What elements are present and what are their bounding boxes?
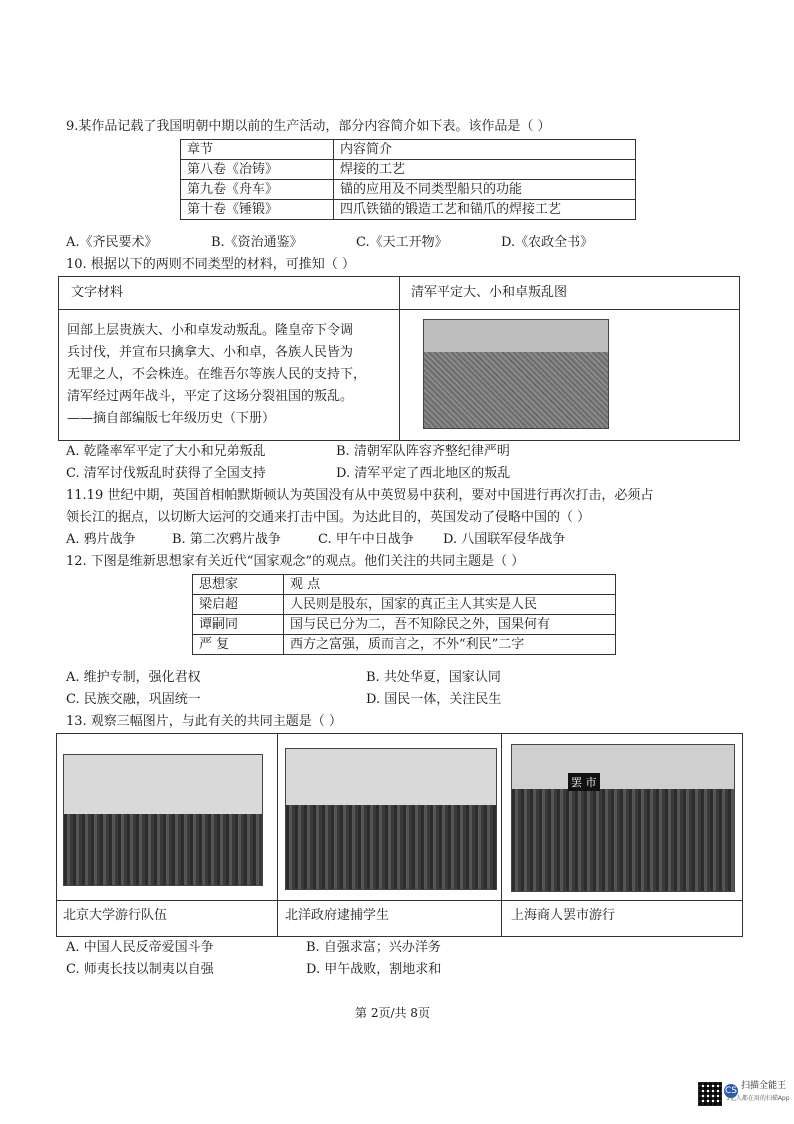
q10-text-line-3: 无罪之人，不会株连。在维吾尔等族人民的支持下， (67, 367, 367, 382)
q10-options-row2 (66, 464, 510, 484)
q12-row2-view: 国与民已分为二，吾不知除民之外，国果何有 (284, 615, 616, 635)
scanner-sub-label: 3亿人都在用的扫描App (726, 1095, 790, 1102)
q10-option-d[interactable]: D. 清军平定了西北地区的叛乱 (336, 466, 511, 481)
q10-options-row1 (66, 442, 510, 462)
q11-option-a[interactable]: A. 鸦片战争 (66, 532, 136, 547)
q12-header-view: 观 点 (284, 575, 616, 595)
q10-battle-painting (423, 319, 609, 429)
q9-table (180, 139, 636, 220)
q11-stem-line-2: 领长江的据点，以切断大运河的交通来打击中国。为达此目的，英国发动了侵略中国的（ ） (66, 510, 591, 525)
q12-row1-thinker: 梁启超 (193, 595, 284, 615)
strike-banner: 罢 市 (568, 773, 600, 791)
q12-header-thinker: 思想家 (193, 575, 284, 595)
scanner-logo-icon: CS (725, 1086, 737, 1096)
q13-options-row1 (66, 938, 441, 958)
q13-stem: 13. 观察三幅图片，与此有关的共同主题是（ ） (66, 714, 342, 729)
q9-stem: 9.某作品记载了我国明朝中期以前的生产活动，部分内容简介如下表。该作品是（ ） (66, 119, 551, 134)
q12-options-row2 (66, 690, 501, 710)
q9-row3-chapter: 第十卷《锤锻》 (181, 200, 334, 220)
q11-stem-line-1: 11.19 世纪中期，英国首相帕默斯顿认为英国没有从中英贸易中获利，要对中国进行再次打击，必须占 (66, 488, 654, 503)
q13-options-row2 (66, 960, 441, 980)
q12-row3-thinker: 严 复 (193, 635, 284, 655)
q9-option-d[interactable]: D.《农政全书》 (501, 235, 594, 250)
q11-option-c[interactable]: C. 甲午中日战争 (318, 532, 414, 547)
q11-option-b[interactable]: B. 第二次鸦片战争 (172, 532, 281, 547)
q12-row3-view: 西方之富强，质而言之，不外“利民”二字 (284, 635, 616, 655)
q9-options (66, 233, 593, 253)
q10-text-header: 文字材料 (71, 285, 124, 300)
q12-option-c[interactable]: C. 民族交融，巩固统一 (66, 692, 201, 707)
q10-text-line-2: 兵讨伐，并宣布只擒拿大、小和卓，各族人民皆为 (67, 345, 354, 360)
q9-row1-chapter: 第八卷《冶铸》 (181, 160, 334, 180)
q9-header-content: 内容简介 (334, 140, 636, 160)
q9-row2-content: 锚的应用及不同类型船只的功能 (334, 180, 636, 200)
q13-option-c[interactable]: C. 师夷长技以制夷以自强 (66, 962, 214, 977)
q9-row1-content: 焊接的工艺 (334, 160, 636, 180)
q12-table (192, 574, 616, 655)
q13-caption-3: 上海商人罢市游行 (511, 908, 616, 923)
q9-option-a[interactable]: A.《齐民要术》 (66, 235, 158, 250)
q9-row2-chapter: 第九卷《舟车》 (181, 180, 334, 200)
q9-header-chapter: 章节 (181, 140, 334, 160)
q10-image-header: 清军平定大、小和卓叛乱图 (411, 285, 568, 300)
q12-option-b[interactable]: B. 共处华夏，国家认同 (366, 670, 501, 685)
page-number: 第 2页/共 8页 (355, 1006, 430, 1020)
q13-caption-2: 北洋政府逮捕学生 (285, 908, 390, 923)
q10-option-b[interactable]: B. 清朝军队阵容齐整纪律严明 (336, 444, 510, 459)
q13-option-a[interactable]: A. 中国人民反帝爱国斗争 (66, 940, 214, 955)
scanner-label: 扫描全能王 (741, 1081, 787, 1091)
q12-options-row1 (66, 668, 501, 688)
q10-text-source: ——摘自部编版七年级历史（下册） (67, 411, 276, 426)
q12-option-d[interactable]: D. 国民一体，关注民生 (366, 692, 502, 707)
q9-option-b[interactable]: B.《资治通鉴》 (211, 235, 303, 250)
q12-row1-view: 人民则是股东，国家的真正主人其实是人民 (284, 595, 616, 615)
q9-row3-content: 四爪铁锚的锻造工艺和锚爪的焊接工艺 (334, 200, 636, 220)
q13-photo-strip (56, 733, 743, 937)
q10-text-line-1: 回部上层贵族大、小和卓发动叛乱。隆皇帝下令调 (67, 323, 354, 338)
q10-stem: 10. 根据以下的两则不同类型的材料，可推知（ ） (66, 257, 355, 272)
q13-option-b[interactable]: B. 自强求富；兴办洋务 (306, 940, 441, 955)
q13-photo-shanghai-merchant-strike (511, 744, 735, 892)
q10-material-box (58, 276, 740, 441)
q12-stem: 12. 下图是维新思想家有关近代“国家观念”的观点。他们关注的共同主题是（ ） (66, 554, 525, 569)
q10-option-a[interactable]: A. 乾隆率军平定了大小和兄弟叛乱 (66, 444, 266, 459)
qr-code-icon (698, 1082, 722, 1106)
q10-option-c[interactable]: C. 清军讨伐叛乱时获得了全国支持 (66, 466, 266, 481)
q12-option-a[interactable]: A. 维护专制，强化君权 (66, 670, 201, 685)
q13-caption-1: 北京大学游行队伍 (63, 908, 168, 923)
q9-option-c[interactable]: C.《天工开物》 (356, 235, 448, 250)
q11-options (66, 530, 565, 550)
q12-row2-thinker: 谭嗣同 (193, 615, 284, 635)
q10-text-line-4: 清军经过两年战斗，平定了这场分裂祖国的叛乱。 (67, 389, 354, 404)
q11-option-d[interactable]: D. 八国联军侵华战争 (443, 532, 566, 547)
q13-photo-peking-university-march (63, 754, 263, 886)
q13-photo-student-arrest (285, 748, 497, 890)
q13-option-d[interactable]: D. 甲午战败，割地求和 (306, 962, 442, 977)
